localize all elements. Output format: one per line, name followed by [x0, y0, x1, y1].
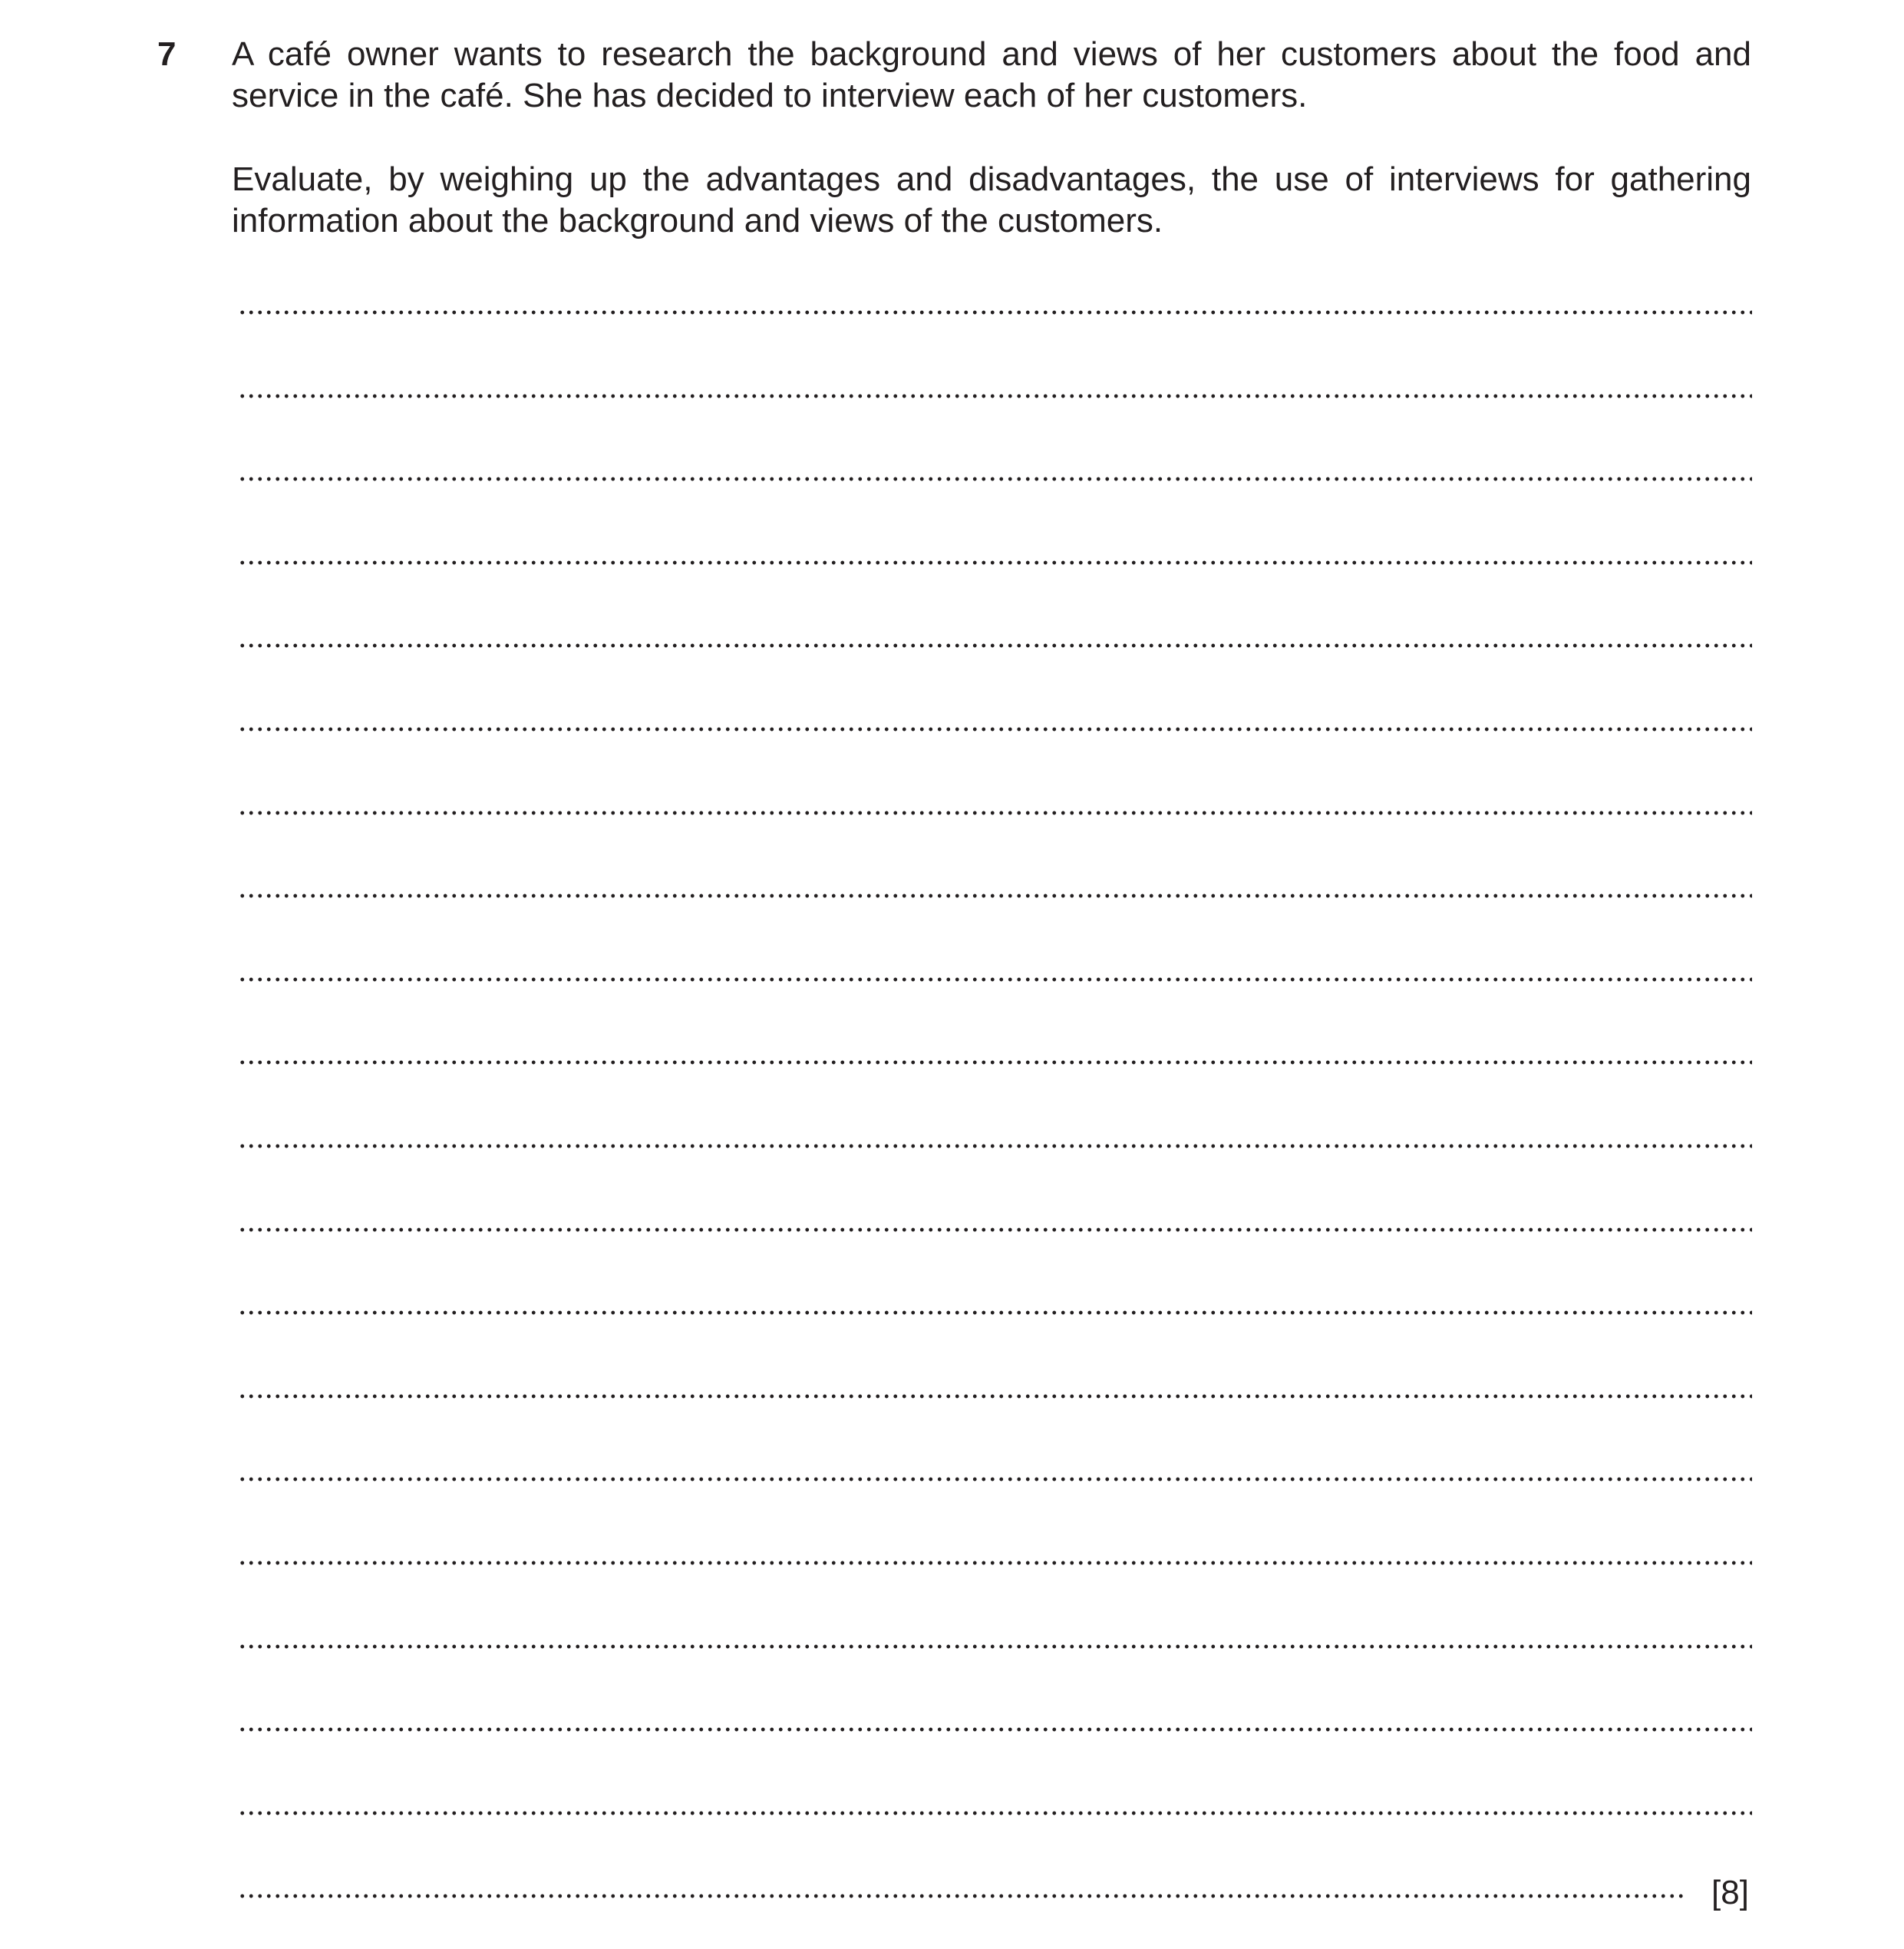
- answer-line[interactable]: [238, 310, 1752, 315]
- answer-line[interactable]: [238, 1477, 1752, 1482]
- answer-line[interactable]: [238, 643, 1752, 648]
- answer-line[interactable]: [238, 477, 1752, 481]
- answer-area[interactable]: [238, 0, 1752, 1949]
- answer-line[interactable]: [238, 1144, 1752, 1148]
- marks-allocation: [8]: [1711, 1874, 1749, 1911]
- answer-line[interactable]: [238, 1310, 1752, 1315]
- question-instruction: Evaluate, by weighing up the advantages and disadvantages, the use of interviews for gathering information about the background and views of the customers.: [232, 160, 1751, 239]
- answer-line[interactable]: [238, 1894, 1687, 1898]
- answer-line[interactable]: [238, 1394, 1752, 1399]
- answer-line[interactable]: [238, 1727, 1752, 1732]
- answer-line[interactable]: [238, 727, 1752, 732]
- answer-line[interactable]: [238, 1060, 1752, 1065]
- answer-line[interactable]: [238, 560, 1752, 565]
- question-number: 7: [157, 35, 177, 73]
- answer-line[interactable]: [238, 1644, 1752, 1649]
- answer-line[interactable]: [238, 1811, 1752, 1815]
- answer-line[interactable]: [238, 1561, 1752, 1565]
- answer-line[interactable]: [238, 811, 1752, 815]
- answer-line[interactable]: [238, 894, 1752, 898]
- answer-line[interactable]: [238, 394, 1752, 398]
- question-stem: A café owner wants to research the background and views of her customers about the food and service in the café. She has decided to interview each of her customers.: [232, 35, 1751, 114]
- answer-line[interactable]: [238, 977, 1752, 982]
- answer-line[interactable]: [238, 1227, 1752, 1232]
